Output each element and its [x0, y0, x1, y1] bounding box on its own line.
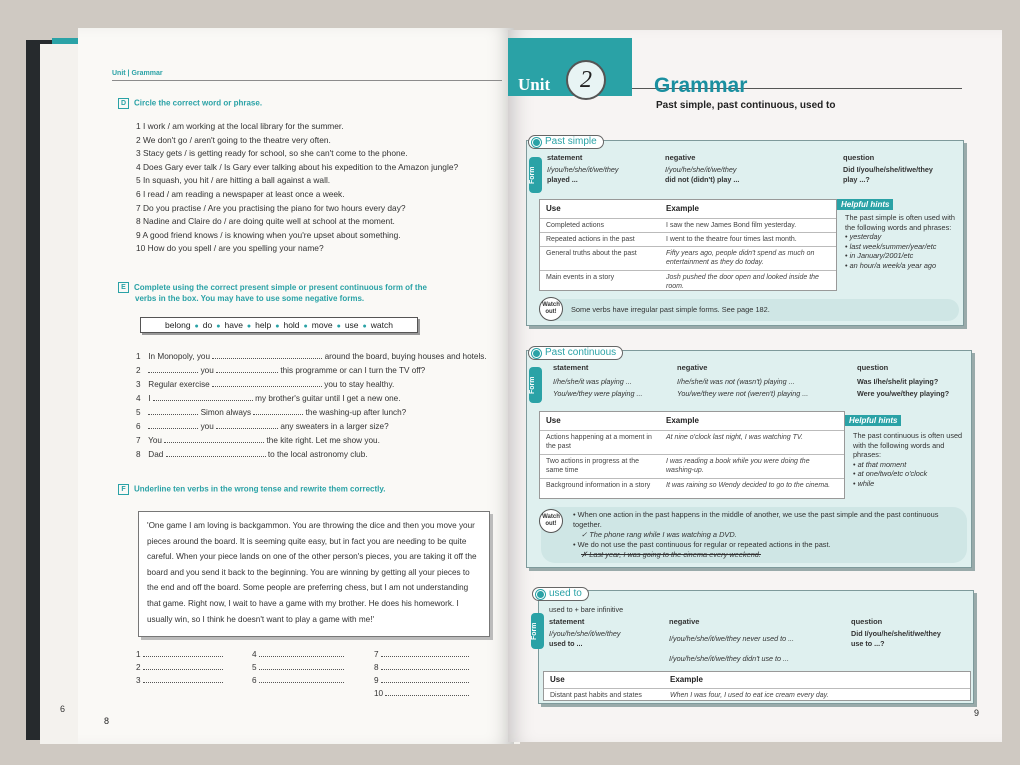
past-simple-panel: [526, 140, 964, 326]
table-row: Actions happening at a moment in the past At nine o'clock last night, I was watching TV.: [540, 430, 844, 454]
answer-blank[interactable]: [148, 420, 198, 429]
answer-col-3: 7 8 9 10: [374, 648, 469, 700]
answer-blank[interactable]: [143, 674, 223, 683]
table-row: Repeated actions in the past I went to the theatre four times last month.: [540, 232, 836, 246]
exercise-f-badge: F: [118, 484, 129, 495]
col-head-statement: statement: [549, 617, 585, 626]
list-item: 3 Regular exercise you to stay healthy.: [136, 380, 395, 389]
exercise-e-title: E Complete using the correct present simple or present continuous form of the verbs in the box. You may have to use some negative forms.: [118, 282, 427, 304]
list-item: 1 In Monopoly, you around the board, buying houses and hotels.: [136, 352, 487, 361]
list-item: 9 A good friend knows / is knowing when you're upset about something.: [136, 229, 401, 240]
section-tab-used-to: used to: [532, 587, 589, 601]
word: use: [344, 320, 359, 330]
form-tag: Form: [531, 613, 544, 649]
col-head-negative: negative: [665, 153, 696, 162]
form-statement: I/you/he/she/it/we/they played ...: [547, 165, 619, 184]
form-statement: I/you/he/she/it/we/they used to ...: [549, 629, 621, 648]
word: do: [202, 320, 213, 330]
word-box: belong ● do ● have ● help ● hold ● move ● use ● watch: [140, 317, 418, 333]
form-negative: I/you/he/she/it/we/they did not (didn't) play ...: [665, 165, 740, 184]
answer-blank[interactable]: [212, 378, 322, 387]
use-table: [539, 411, 845, 499]
page-number-right: 9: [974, 708, 980, 718]
list-item: 6 you any sweaters in a larger size?: [136, 422, 389, 431]
list-item: 2 you this programme or can I turn the TV off?: [136, 366, 426, 375]
exercise-d-title: D Circle the correct word or phrase.: [118, 98, 262, 109]
helpful-hints-tag: Helpful hints: [845, 415, 901, 426]
form-question: Did I/you/he/she/it/we/they play ...?: [843, 165, 933, 184]
list-item: 6 I read / am reading a newspaper at least once a week.: [136, 188, 345, 199]
list-item: 8 Nadine and Claire do / are doing quite well at school at the moment.: [136, 216, 395, 227]
table-head-example: Example: [670, 675, 703, 684]
tab-bullet-icon: [532, 349, 541, 358]
answer-blank[interactable]: [253, 406, 303, 415]
answer-blank[interactable]: [148, 364, 198, 373]
table-row: General truths about the past Fifty years ago, people didn't spend as much on entertainment as they do today.: [540, 246, 836, 270]
answer-col-1: 1 2 3: [136, 648, 223, 687]
col-head-negative: negative: [677, 363, 708, 372]
unit-label: Unit: [518, 75, 551, 94]
answer-blank[interactable]: [385, 687, 469, 696]
form-statement: I/he/she/it was playing ... You/we/they were playing ...: [553, 377, 643, 398]
section-tab-past-continuous: Past continuous: [528, 346, 623, 360]
col-head-negative: negative: [669, 617, 700, 626]
table-row: Two actions in progress at the same time I was reading a book while you were doing the washing-up.: [540, 454, 844, 478]
list-item: 4 I my brother's guitar until I get a new one.: [136, 394, 401, 403]
form-question: Was I/he/she/it playing? Were you/we/they playing?: [857, 377, 950, 398]
story-box: 'One game I am loving is backgammon. You are throwing the dice and then you move your pieces around the board. It is seeming quite easy, but in fact you are needing to be quite careful. When your piece lands on one of the other person's pieces, you are taking it off the board and you send it back to the beginning. You are winning by getting all your pieces to the end and off the board. Some people are preferring chess, but I am not understanding that game. Right now, I wait to have a game with my brother. He does his homework. I usually win, so I think he doesn't want to play a game with me!': [138, 511, 490, 637]
table-row: Distant past habits and states When I was four, I used to eat ice cream every day.: [544, 688, 970, 701]
list-item: 3 Stacy gets / is getting ready for school, so she can't come to the phone.: [136, 148, 408, 159]
page-number-left: 8: [104, 716, 110, 726]
table-head-example: Example: [666, 204, 699, 213]
section-tab-past-simple: Past simple: [528, 135, 604, 149]
exercise-e-list: [136, 350, 487, 462]
col-head-question: question: [857, 363, 889, 372]
answer-col-2: 4 5 6: [252, 648, 344, 687]
used-to-note: used to + bare infinitive: [549, 605, 624, 614]
list-item: 4 Does Gary ever talk / Is Gary ever talking about his expedition to the Amazon jungle?: [136, 161, 459, 172]
used-to-panel: [531, 590, 974, 704]
answer-blank[interactable]: [153, 392, 253, 401]
tab-bullet-icon: [536, 590, 545, 599]
past-continuous-panel: [526, 350, 972, 568]
right-page: [508, 30, 1002, 742]
exercise-e-badge: E: [118, 282, 129, 293]
answer-blank[interactable]: [164, 434, 264, 443]
form-tag: Form: [529, 367, 542, 403]
helpful-hints-tag: Helpful hints: [837, 199, 893, 210]
answer-blank[interactable]: [381, 648, 469, 657]
list-item: 8 Dad to the local astronomy club.: [136, 450, 368, 459]
table-row: Main events in a story Josh pushed the door open and looked inside the room.: [540, 270, 836, 291]
answer-blank[interactable]: [216, 420, 278, 429]
list-item: 1 I work / am working at the local library for the summer.: [136, 121, 344, 131]
watch-out-text: • When one action in the past happens in the middle of another, we use the past simple and the past continuous together. ✓ The phone rang while I was watching a DVD. • We do not use the past continuous for regular or repeated actions in the past. ✗ Last year, I was going to the cinema every weekend.: [573, 510, 939, 559]
table-head-use: Use: [546, 416, 561, 425]
table-head-use: Use: [546, 204, 561, 213]
list-item: 5 In squash, you hit / are hitting a ball against a wall.: [136, 175, 331, 186]
exercise-d-list: [136, 120, 458, 256]
watch-out-badge: Watch out!: [539, 509, 563, 533]
word: hold: [283, 320, 300, 330]
form-question: Did I/you/he/she/it/we/they use to ...?: [851, 629, 941, 648]
answer-blank[interactable]: [166, 448, 266, 457]
exercise-f-title: F Underline ten verbs in the wrong tense and rewrite them correctly.: [118, 484, 385, 495]
col-head-statement: statement: [547, 153, 583, 162]
under-page-number: 6: [60, 704, 66, 714]
page-subtitle: Past simple, past continuous, used to: [656, 100, 836, 111]
word: help: [255, 320, 272, 330]
watch-out-box: [541, 299, 959, 321]
form-negative: I/he/she/it was not (wasn't) playing ... You/we/they were not (weren't) playing ...: [677, 377, 809, 398]
word: watch: [370, 320, 393, 330]
answer-blank[interactable]: [381, 661, 469, 670]
answer-blank[interactable]: [148, 406, 198, 415]
answer-blank[interactable]: [212, 350, 322, 359]
unit-number: 2: [566, 60, 606, 100]
table-head-example: Example: [666, 416, 699, 425]
form-tag: Form: [529, 157, 542, 193]
table-row: Completed actions I saw the new James Bond film yesterday.: [540, 218, 836, 232]
answer-blank[interactable]: [143, 648, 223, 657]
watch-out-box: [541, 507, 967, 563]
answer-blank[interactable]: [143, 661, 223, 670]
helpful-hints: The past simple is often used with the following words and phrases: • yesterday • last week/summer/year/etc • in January/2001/etc • an hour/a week/a year ago: [845, 213, 955, 270]
answer-blank[interactable]: [259, 648, 344, 657]
word: have: [224, 320, 243, 330]
header-rule: [112, 80, 502, 81]
tab-bullet-icon: [532, 138, 541, 147]
list-item: 2 We don't go / aren't going to the theatre very often.: [136, 134, 331, 145]
word: move: [311, 320, 333, 330]
list-item: 5 Simon always the washing-up after lunch?: [136, 408, 407, 417]
form-negative: I/you/he/she/it/we/they never used to ... I/you/he/she/it/we/they didn't use to ...: [669, 634, 795, 663]
watch-out-badge: Watch out!: [539, 297, 563, 321]
col-head-question: question: [843, 153, 875, 162]
use-table: [543, 671, 971, 701]
word: belong: [165, 320, 191, 330]
list-item: 10 How do you spell / are you spelling your name?: [136, 243, 324, 254]
col-head-statement: statement: [553, 363, 589, 372]
watch-out-text: Some verbs have irregular past simple forms. See page 182.: [571, 305, 770, 314]
exercise-d-badge: D: [118, 98, 129, 109]
list-item: 7 You the kite right. Let me show you.: [136, 436, 380, 445]
answer-blank[interactable]: [259, 661, 344, 670]
left-page: [78, 28, 514, 744]
answer-blank[interactable]: [216, 364, 278, 373]
table-row: Background information in a story It was raining so Wendy decided to go to the cinema.: [540, 478, 844, 499]
use-table: [539, 199, 837, 291]
col-head-question: question: [851, 617, 883, 626]
page-header: Unit | Grammar: [112, 70, 163, 77]
list-item: 7 Do you practise / Are you practising the piano for two hours every day?: [136, 202, 406, 213]
answer-blank[interactable]: [381, 674, 469, 683]
answer-blank[interactable]: [259, 674, 344, 683]
helpful-hints: The past continuous is often used with the following words and phrases: • at that moment • at one/two/etc o'clock • while: [853, 431, 963, 488]
page-title: Grammar: [654, 74, 748, 97]
table-head-use: Use: [550, 675, 565, 684]
